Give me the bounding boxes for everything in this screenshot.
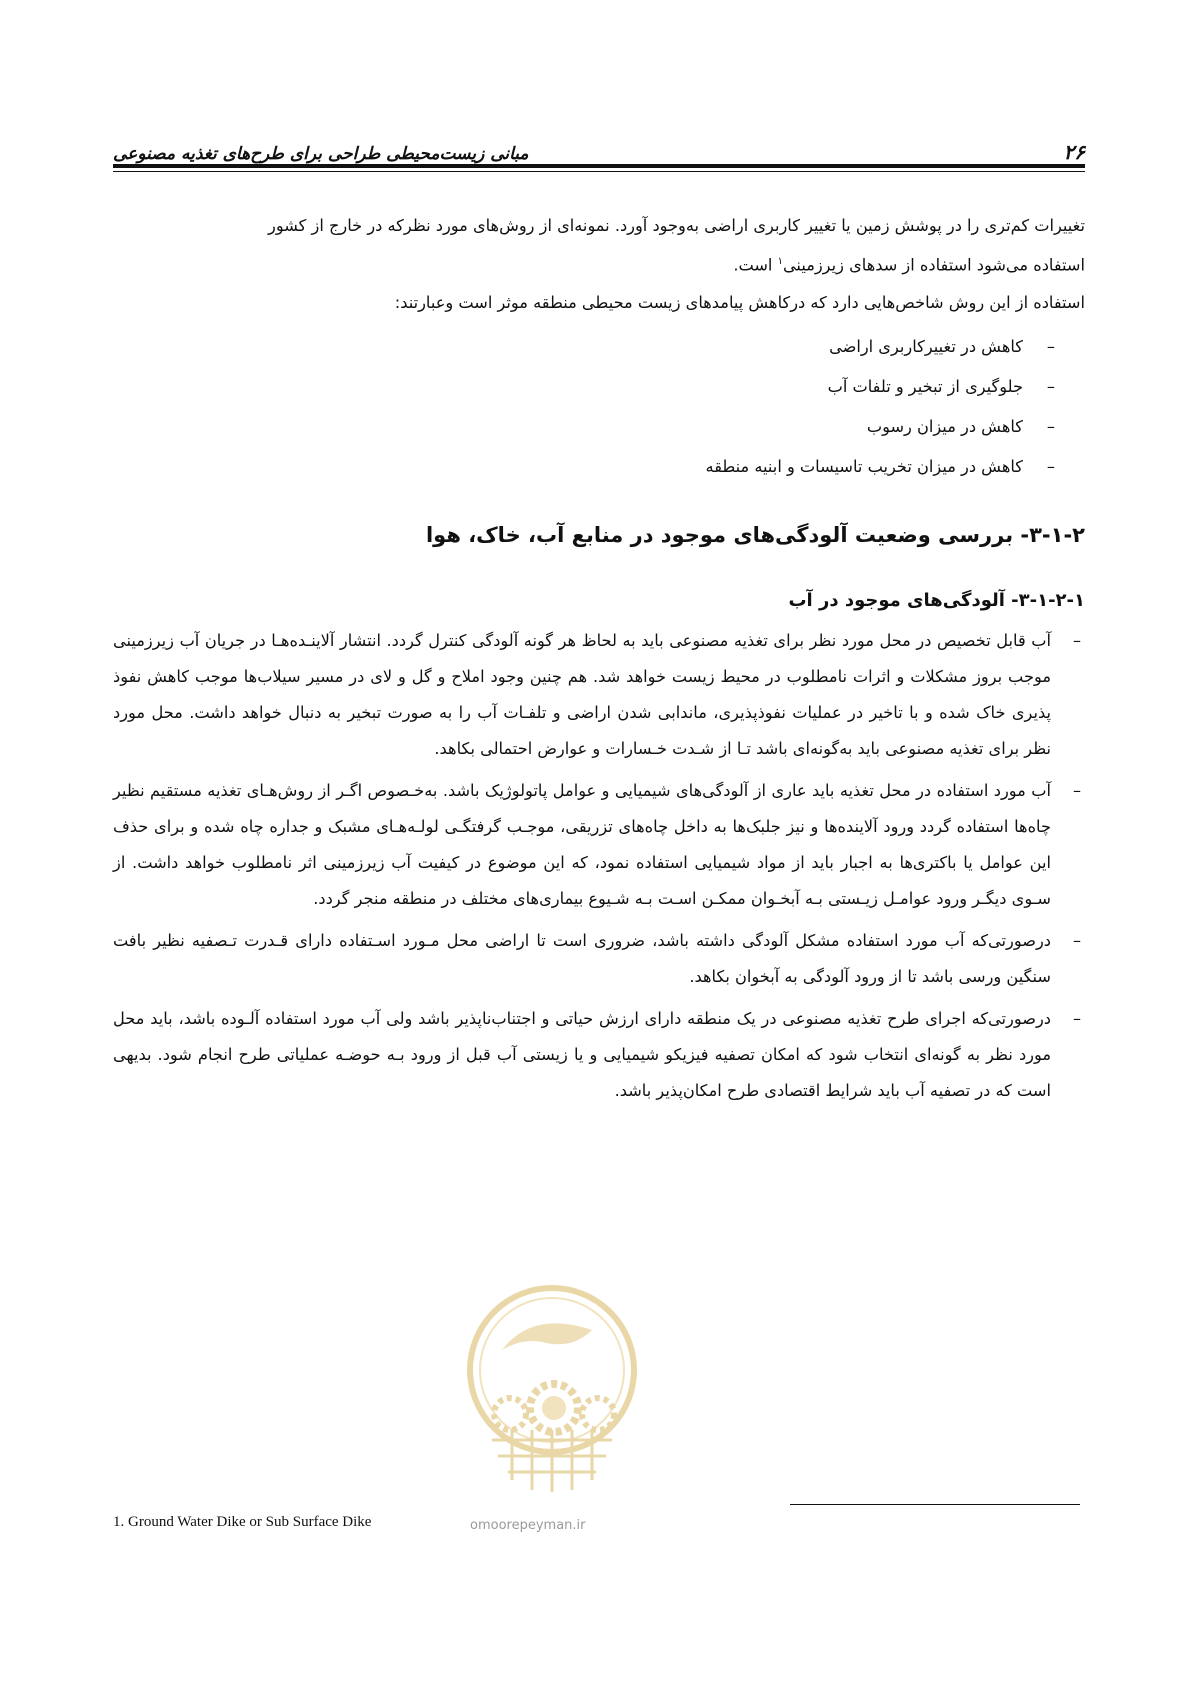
footnote-rule — [790, 1504, 1080, 1505]
list-item-text: جلوگیری از تبخیر و تلفات آب — [827, 377, 1023, 397]
list-item-text: کاهش در میزان رسوب — [866, 417, 1023, 437]
dash-marker: – — [1046, 417, 1055, 437]
dash-marker: – — [1073, 631, 1081, 651]
subsection-heading: ۳-۱-۲-۱- آلودگی‌های موجود در آب — [788, 590, 1085, 612]
intro-line-2 — [113, 244, 1085, 283]
intro-line-2-end: است. — [733, 255, 778, 275]
list-item-text: کاهش در میزان تخریب تاسیسات و ابنیه منطقه — [705, 457, 1023, 477]
bullet-text: درصورتی‌که اجرای طرح تغذیه مصنوعی در یک منطقه دارای ارزش حیاتی و اجتناب‌ناپذیر باشد ولی آب مورد استفاده آلـوده باشد، باید محل مورد نظر به گونه‌ای انتخاب شود که امکان تصفیه فیزیکو شیمیایی و یا زیستی آب قبل از ورود بـه حوضـه عملیاتی طرح انجام شود. بدیهی است که در تصفیه آب باید شرایط اقتصادی طرح امکان‌پذیر باشد. — [113, 1009, 1051, 1101]
footnote: 1. Ground Water Dike or Sub Surface Dike — [113, 1514, 372, 1530]
list-item-text: کاهش در تغییرکاربری اراضی — [829, 337, 1023, 357]
bullet-item — [113, 923, 1085, 995]
header-rule-thin — [113, 171, 1085, 172]
dash-marker: – — [1073, 1009, 1081, 1029]
list-item — [113, 447, 1055, 487]
list-item — [113, 327, 1055, 367]
bullet-text: درصورتی‌که آب مورد استفاده مشکل آلودگی داشته باشد، ضروری است تا اراضی محل مـورد اسـتفاده دارای قـدرت تـصفیه نظیر بافت سنگین ورسی باشد تا از ورود آلودگی به آبخوان بکاهد. — [113, 931, 1051, 987]
watermark-logo — [462, 1280, 642, 1510]
running-title: مبانی زیست‌محیطی طراحی برای طرح‌های تغذیه مصنوعی — [113, 144, 529, 164]
bullet-item — [113, 1001, 1085, 1109]
watermark-site: omoorepeyman.ir — [470, 1518, 586, 1533]
dash-marker: – — [1073, 781, 1081, 801]
benefit-list — [113, 327, 1085, 487]
list-item — [113, 367, 1055, 407]
dash-marker: – — [1073, 931, 1081, 951]
list-item — [113, 407, 1055, 447]
running-header — [113, 128, 1085, 164]
footnote-ref[interactable]: ۱ — [777, 256, 783, 267]
dash-marker: – — [1046, 337, 1055, 357]
pollution-bullets — [113, 623, 1085, 1109]
intro-line-3: استفاده از این روش شاخص‌هایی دارد که درکاهش پیامدهای زیست محیطی منطقه موثر است وعبارتند: — [394, 293, 1085, 313]
bullet-item — [113, 623, 1085, 767]
bullet-item — [113, 773, 1085, 917]
page-number: ۲۶ — [1063, 140, 1085, 164]
dash-marker: – — [1046, 457, 1055, 477]
header-rule-thick — [113, 164, 1085, 168]
dash-marker: – — [1046, 377, 1055, 397]
section-heading: ۳-۱-۲- بررسی وضعیت آلودگی‌های موجود در منابع آب، خاک، هوا — [425, 523, 1085, 548]
body-content — [113, 208, 1085, 1115]
intro-line-1: تغییرات کم‌تری را در پوشش زمین یا تغییر کاربری اراضی به‌وجود آورد. نمونه‌ای از روش‌های مورد نظرکه در خارج از کشور — [268, 216, 1085, 235]
bullet-text: آب قابل تخصیص در محل مورد نظر برای تغذیه مصنوعی باید به لحاظ هر گونه آلودگی کنترل گردد. انتشار آلاینـده‌هـا در جریان آب زیرزمینی موجب بروز مشکلات و اثرات نامطلوب در محیط زیست خواهد شد. هم چنین وجود املاح و گل و لای در مسیر سیلاب‌ها موجب کاهش نفوذ پذیری خاک شده و با تاخیر در عملیات نفوذپذیری، ماندابی شدن اراضی و تلفـات آب را به صورت تبخیر به دنبال خواهد داشت. محل مورد نظر برای تغذیه مصنوعی باید به‌گونه‌ای باشد تـا از شـدت خـسارات و عوارض احتمالی بکاهد. — [113, 631, 1051, 759]
intro-line-2-text: استفاده می‌شود استفاده از سدهای زیرزمینی — [782, 255, 1085, 275]
bullet-text: آب مورد استفاده در محل تغذیه باید عاری از آلودگی‌های شیمیایی و عوامل پاتولوژیک باشد. به‌خـصوص اگـر از روش‌هـای تغذیه مستقیم نظیر چاه‌ها استفاده گردد ورود آلاینده‌ها و نیز جلبک‌ها به داخل چاه‌های تزریقی، موجـب گرفتگـی لولـه‌هـای مشبک و جداره چاه شده و برای حذف این عوامل یا باکتری‌ها به اجبار باید از مواد شیمیایی استفاده نمود، که این موضوع در کیفیت آب زیرزمینی اثر نامطلوب خواهد داشت. از سـوی دیگـر ورود عوامـل زیـستی بـه آبخـوان ممکـن اسـت بـه شـیوع بیماری‌های مختلف در منطقه منجر گردد. — [113, 781, 1051, 909]
